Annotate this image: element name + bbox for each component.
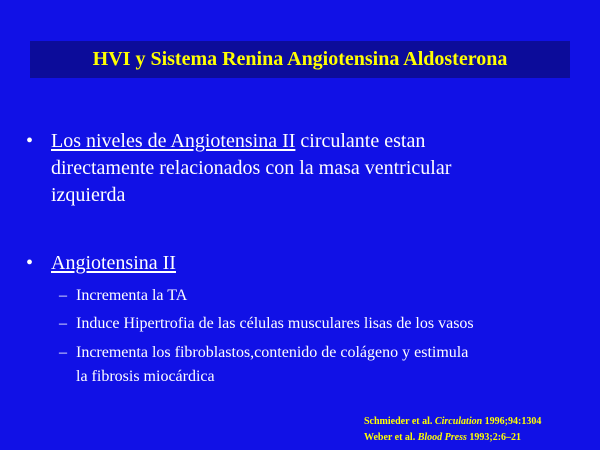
dash-icon: – <box>59 287 67 304</box>
bullet-text-1-line3: izquierda <box>51 184 126 206</box>
reference-journal: Blood Press <box>417 432 467 443</box>
subbullet-text-3: Incrementa los fibroblastos,contenido de colágeno y estimula <box>76 344 469 361</box>
bullet-text-continuation: circulante estan <box>295 130 426 152</box>
dash-icon: – <box>59 344 67 361</box>
bullet-text-1-line2: directamente relacionados con la masa ventricular <box>51 157 452 179</box>
bullet-text-1 <box>51 128 425 155</box>
slide-title: HVI y Sistema Renina Angiotensina Aldosterona <box>92 48 508 70</box>
bullet-icon: • <box>26 252 34 274</box>
reference-details: 1996;94:1304 <box>482 416 542 427</box>
reference-authors: Schmieder et al. <box>364 416 435 427</box>
subbullet-text-3-line2: la fibrosis miocárdica <box>76 368 215 385</box>
bullet-underlined-text: Los niveles de Angiotensina II <box>51 130 296 152</box>
bullet-text-2 <box>51 250 176 277</box>
reference-authors: Weber et al. <box>364 432 418 443</box>
subbullet-text-2: Induce Hipertrofia de las células musculares lisas de los vasos <box>76 315 474 332</box>
dash-icon: – <box>59 315 67 332</box>
reference-details: 1993;2:6–21 <box>466 432 522 443</box>
reference-2 <box>364 430 541 446</box>
bullet-underlined-text: Angiotensina II <box>51 252 176 274</box>
bullet-icon: • <box>26 130 34 152</box>
references <box>364 414 541 446</box>
reference-1 <box>364 414 541 430</box>
title-banner <box>30 41 570 78</box>
subbullet-text-1: Incrementa la TA <box>76 287 188 304</box>
reference-journal: Circulation <box>434 416 483 427</box>
